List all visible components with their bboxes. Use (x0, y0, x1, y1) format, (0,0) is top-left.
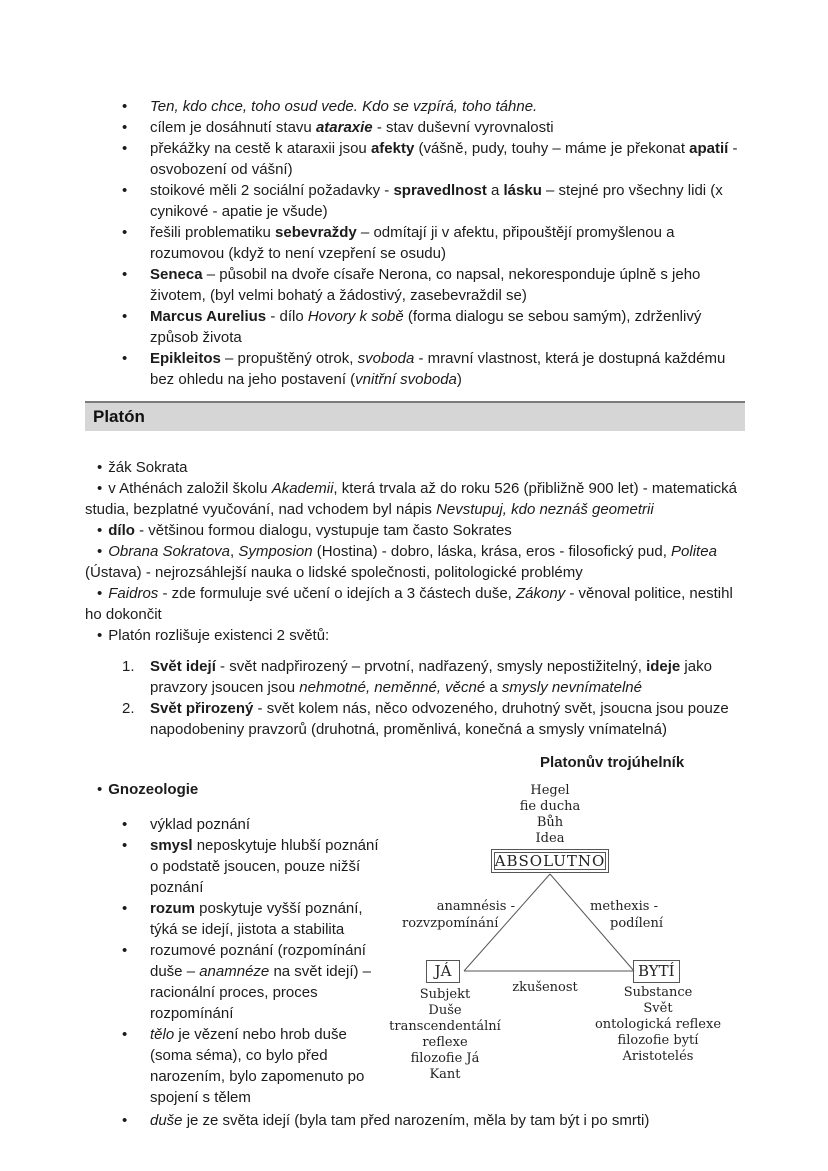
section-heading-platon: Platón (85, 401, 745, 431)
diagram-label: Substance (623, 985, 693, 1000)
ja-box: JÁ (426, 960, 460, 983)
diagram-label-podileni: podílení (610, 916, 664, 931)
list-number: 1. (122, 658, 135, 675)
gnozeologie-header: • Gnozeologie (97, 781, 199, 798)
list-item: • rozum poskytuje vyšší poznání, týká se idejí, jistota a stabilita (122, 898, 383, 940)
byti-box: BYTÍ (633, 960, 680, 983)
list-item: • cílem je dosáhnutí stavu ataraxie - stav duševní vyrovnalosti (122, 117, 745, 138)
diagram-label: Svět (643, 1001, 673, 1016)
gnozeologie-column (85, 779, 383, 1108)
diagram-label: fie ducha (519, 799, 581, 814)
diagram-title: Platonův trojúhelník (540, 754, 685, 771)
bullet-marker: • (97, 480, 103, 497)
list-item: • Epikleitos – propuštěný otrok, svoboda - mravní vlastnost, která je dostupná každému bez ohledu na jeho postavení (vnitřní svoboda) (122, 348, 745, 390)
list-number: 2. (122, 700, 135, 717)
bullet-marker: • (97, 522, 103, 539)
bullet-marker: • (97, 781, 103, 798)
bullet-marker: • (97, 459, 103, 476)
diagram-label: Bůh (536, 815, 564, 830)
diagram-label: Aristotelés (622, 1049, 694, 1064)
list-item: • dílo - většinou formou dialogu, vystupuje tam často Sokrates (97, 522, 512, 539)
diagram-label: ontologická reflexe (594, 1017, 722, 1032)
diagram-label: transcendentální reflexe (389, 1019, 501, 1050)
platon-bullet-list (85, 457, 745, 646)
list-item: • Platón rozlišuje existenci 2 světů: (97, 627, 330, 644)
bullet-marker: • (97, 585, 103, 602)
diagram-top-labels (480, 783, 620, 847)
list-item: • stoikové měli 2 sociální požadavky - spravedlnost a lásku – stejné pro všechny lidi (x cynikové - apatie je všude) (122, 180, 745, 222)
diagram-label: Subjekt (419, 987, 471, 1002)
two-worlds-numbered-list (122, 656, 745, 740)
ja-column-labels (372, 987, 518, 1083)
diagram-label-methexis: methexis - (590, 899, 658, 914)
platonic-triangle-diagram (380, 783, 745, 1083)
diagram-label: Duše (428, 1003, 462, 1018)
list-item: • v Athénách založil školu Akademii, která trvala až do roku 526 (přibližně 900 let) - matematická studia, bezplatné vyučování, nad vchodem byl nápis Nevstupuj, kdo neznáš geometrii (85, 480, 737, 518)
diagram-label: Idea (535, 831, 565, 846)
diagram-label: filozofie bytí (617, 1033, 699, 1048)
list-item: • Obrana Sokratova, Symposion (Hostina) - dobro, láska, krása, eros - filosofický pud, Politea (Ústava) - nejrozsáhlejší nauka o lidské společnosti, politologické problémy (85, 543, 717, 581)
soul-bullet-list (122, 1110, 745, 1131)
gnozeologie-section (85, 779, 745, 1108)
diagram-label: Hegel (530, 783, 570, 798)
list-item: • Marcus Aurelius - dílo Hovory k sobě (forma dialogu se sebou samým), zdrženlivý způsob života (122, 306, 745, 348)
byti-column-labels (587, 985, 729, 1065)
diagram-label: filozofie Já (410, 1051, 480, 1066)
list-item: • Ten, kdo chce, toho osud vede. Kdo se vzpírá, toho táhne. (122, 96, 745, 117)
list-item: • rozumové poznání (rozpomínání duše – anamnéze na svět idejí) – racionální proces, proces rozpomínání (122, 940, 383, 1024)
bullet-marker: • (97, 543, 103, 560)
diagram-label-rozvzpominani: rozvzpomínání (402, 916, 499, 931)
list-item: • výklad poznání (122, 814, 383, 835)
diagram-label-zkusenost: zkušenost (512, 980, 578, 995)
diagram-label-anamnesis: anamnésis - (436, 899, 515, 914)
list-item: • smysl neposkytuje hlubší poznání o podstatě jsoucen, pouze nižší poznání (122, 835, 383, 898)
list-item: • Faidros - zde formuluje své učení o idejích a 3 částech duše, Zákony - věnoval politice, nestihl ho dokončit (85, 585, 733, 623)
document-content (85, 0, 745, 1131)
list-item: • duše je ze světa idejí (byla tam před narozením, měla by tam být i po smrti) (122, 1110, 745, 1131)
stoicism-bullet-list (122, 96, 745, 390)
list-item: 1. Svět idejí - svět nadpřirozený – prvotní, nadřazený, smysly nepostižitelný, ideje jako pravzory jsoucen jsou nehmotné, neměnné, věcné a smysly nevnímatelné (122, 658, 712, 696)
absolutno-box: ABSOLUTNO (491, 849, 609, 873)
list-item: • Seneca – působil na dvoře císaře Nerona, co napsal, nekoresponduje úplně s jeho životem, (byl velmi bohatý a žádostivý, zasebevraždil se) (122, 264, 745, 306)
diagram-label: Kant (429, 1067, 461, 1082)
list-item: • překážky na cestě k ataraxii jsou afekty (vášně, pudy, touhy – máme je překonat apatií - osvobození od vášní) (122, 138, 745, 180)
bullet-marker: • (97, 627, 103, 644)
list-item: • tělo je vězení nebo hrob duše (soma séma), co bylo před narozením, bylo zapomenuto po spojení s tělem (122, 1024, 383, 1108)
list-item: • řešili problematiku sebevraždy – odmítají ji v afektu, připouštějí promyšlenou a rozumovou (když to není vzepření se osudu) (122, 222, 745, 264)
gnozeologie-bullet-list (122, 814, 383, 1108)
list-item: • žák Sokrata (97, 459, 188, 476)
list-item: 2. Svět přirozený - svět kolem nás, něco odvozeného, druhotný svět, jsoucna jsou pouze napodobeniny pravzorů (druhotná, proměnlivá, konečná a smysly vnímatelná) (122, 700, 729, 738)
